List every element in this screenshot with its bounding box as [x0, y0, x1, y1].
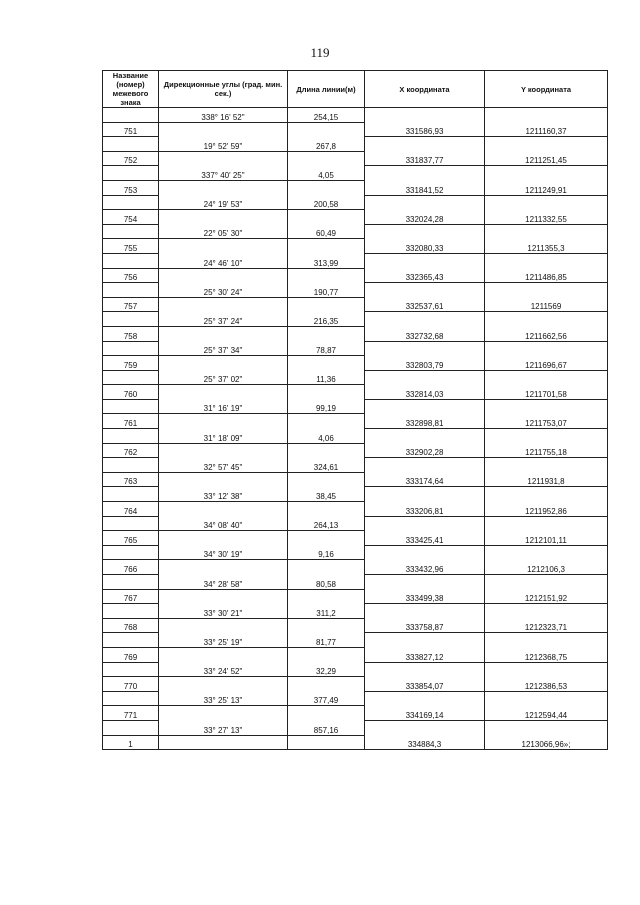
x-coordinate: 331841,52: [365, 180, 485, 195]
segment-row: [103, 341, 608, 356]
length-cell: 377,49: [288, 691, 365, 706]
angle-cell: 33° 25' 19": [159, 633, 288, 648]
y-cell: [485, 137, 608, 152]
angle-cell: [159, 210, 288, 225]
y-cell: [485, 370, 608, 385]
length-cell: [288, 589, 365, 604]
x-cell: [365, 253, 485, 268]
segment-row: [103, 283, 608, 298]
y-cell: [485, 662, 608, 677]
length-cell: 38,45: [288, 487, 365, 502]
length-cell: 78,87: [288, 341, 365, 356]
length-cell: [288, 443, 365, 458]
table-body: [103, 108, 608, 750]
angle-cell: 33° 24' 52": [159, 662, 288, 677]
segment-row: [103, 399, 608, 414]
x-cell: [365, 399, 485, 414]
segment-row: [103, 166, 608, 181]
name-cell: [103, 604, 159, 619]
length-cell: [288, 122, 365, 137]
y-coordinate: 1211569: [485, 297, 608, 312]
y-cell: [485, 487, 608, 502]
name-cell: [103, 137, 159, 152]
length-cell: [288, 268, 365, 283]
name-cell: [103, 633, 159, 648]
x-coordinate: 332803,79: [365, 356, 485, 371]
angle-cell: [159, 472, 288, 487]
length-cell: 190,77: [288, 283, 365, 298]
segment-row: [103, 633, 608, 648]
length-cell: [288, 414, 365, 429]
length-cell: [288, 239, 365, 254]
y-coordinate: 1212594,44: [485, 706, 608, 721]
angle-cell: 22° 05' 30": [159, 224, 288, 239]
y-cell: [485, 253, 608, 268]
name-cell: [103, 283, 159, 298]
y-coordinate: 1211931,8: [485, 472, 608, 487]
y-coordinate: 1212368,75: [485, 647, 608, 662]
segment-row: [103, 604, 608, 619]
angle-cell: 338° 16' 52": [159, 108, 288, 123]
x-coordinate: 333499,38: [365, 589, 485, 604]
length-cell: 9,16: [288, 545, 365, 560]
y-cell: [485, 312, 608, 327]
point-name: 754: [103, 210, 159, 225]
point-name: 765: [103, 531, 159, 546]
name-cell: [103, 429, 159, 444]
point-row: [103, 647, 608, 662]
x-cell: [365, 312, 485, 327]
header-angle: Дирекционные углы (град. мин. сек.): [159, 71, 288, 108]
y-cell: [485, 108, 608, 123]
point-row: [103, 472, 608, 487]
angle-cell: [159, 443, 288, 458]
length-cell: [288, 180, 365, 195]
y-coordinate: 1211332,55: [485, 210, 608, 225]
x-cell: [365, 487, 485, 502]
header-length: Длина линии(м): [288, 71, 365, 108]
point-row: [103, 414, 608, 429]
angle-cell: 33° 12' 38": [159, 487, 288, 502]
point-name: 766: [103, 560, 159, 575]
point-name: 1: [103, 735, 159, 750]
length-cell: 32,29: [288, 662, 365, 677]
x-coordinate: 333425,41: [365, 531, 485, 546]
length-cell: [288, 706, 365, 721]
segment-row: [103, 691, 608, 706]
name-cell: [103, 166, 159, 181]
point-row: [103, 531, 608, 546]
x-coordinate: 333432,96: [365, 560, 485, 575]
header-y: Y координата: [485, 71, 608, 108]
angle-cell: 24° 46' 10": [159, 253, 288, 268]
point-row: [103, 589, 608, 604]
point-row: [103, 385, 608, 400]
point-name: 762: [103, 443, 159, 458]
y-cell: [485, 399, 608, 414]
y-cell: [485, 720, 608, 735]
y-coordinate: 1212151,92: [485, 589, 608, 604]
x-coordinate: 331837,77: [365, 151, 485, 166]
angle-cell: [159, 647, 288, 662]
angle-cell: [159, 297, 288, 312]
length-cell: 80,58: [288, 575, 365, 590]
segment-row: [103, 662, 608, 677]
length-cell: 857,16: [288, 720, 365, 735]
length-cell: 60,49: [288, 224, 365, 239]
length-cell: [288, 735, 365, 750]
y-coordinate: 1211249,91: [485, 180, 608, 195]
angle-cell: [159, 414, 288, 429]
point-name: 763: [103, 472, 159, 487]
length-cell: [288, 618, 365, 633]
angle-cell: 24° 19' 53": [159, 195, 288, 210]
x-coordinate: 332537,61: [365, 297, 485, 312]
angle-cell: [159, 385, 288, 400]
point-name: 768: [103, 618, 159, 633]
length-cell: 324,61: [288, 458, 365, 473]
y-coordinate: 1211952,86: [485, 502, 608, 517]
segment-row: [103, 108, 608, 123]
angle-cell: [159, 180, 288, 195]
name-cell: [103, 341, 159, 356]
point-row: [103, 677, 608, 692]
x-cell: [365, 545, 485, 560]
length-cell: 200,58: [288, 195, 365, 210]
y-cell: [485, 166, 608, 181]
angle-cell: [159, 560, 288, 575]
x-coordinate: 332902,28: [365, 443, 485, 458]
length-cell: 4,06: [288, 429, 365, 444]
segment-row: [103, 312, 608, 327]
length-cell: [288, 210, 365, 225]
point-name: 761: [103, 414, 159, 429]
point-name: 767: [103, 589, 159, 604]
coordinates-table: [102, 70, 608, 750]
x-cell: [365, 166, 485, 181]
y-coordinate: 1211755,18: [485, 443, 608, 458]
length-cell: 99,19: [288, 399, 365, 414]
y-cell: [485, 545, 608, 560]
angle-cell: 25° 37' 24": [159, 312, 288, 327]
angle-cell: [159, 239, 288, 254]
page-number: 119: [310, 45, 330, 60]
x-coordinate: 332732,68: [365, 326, 485, 341]
point-name: 751: [103, 122, 159, 137]
angle-cell: 31° 18' 09": [159, 429, 288, 444]
x-coordinate: 334884,3: [365, 735, 485, 750]
angle-cell: [159, 502, 288, 517]
point-name: 769: [103, 647, 159, 662]
segment-row: [103, 137, 608, 152]
length-cell: [288, 151, 365, 166]
x-coordinate: 332080,33: [365, 239, 485, 254]
y-coordinate: 1213066,96»;: [485, 735, 608, 750]
x-cell: [365, 224, 485, 239]
x-cell: [365, 429, 485, 444]
point-row: [103, 239, 608, 254]
x-cell: [365, 458, 485, 473]
angle-cell: [159, 268, 288, 283]
x-coordinate: 332365,43: [365, 268, 485, 283]
segment-row: [103, 429, 608, 444]
length-cell: [288, 356, 365, 371]
name-cell: [103, 487, 159, 502]
point-name: 764: [103, 502, 159, 517]
angle-cell: [159, 618, 288, 633]
point-name: 771: [103, 706, 159, 721]
angle-cell: 33° 30' 21": [159, 604, 288, 619]
name-cell: [103, 224, 159, 239]
y-coordinate: 1211251,45: [485, 151, 608, 166]
segment-row: [103, 458, 608, 473]
point-name: 760: [103, 385, 159, 400]
point-name: 757: [103, 297, 159, 312]
y-cell: [485, 691, 608, 706]
y-cell: [485, 633, 608, 648]
x-coordinate: 334169,14: [365, 706, 485, 721]
name-cell: [103, 720, 159, 735]
length-cell: 264,13: [288, 516, 365, 531]
segment-row: [103, 516, 608, 531]
x-cell: [365, 633, 485, 648]
name-cell: [103, 516, 159, 531]
point-name: 759: [103, 356, 159, 371]
angle-cell: 33° 25' 13": [159, 691, 288, 706]
table-header-row: [103, 71, 608, 108]
y-coordinate: 1212106,3: [485, 560, 608, 575]
y-coordinate: 1212323,71: [485, 618, 608, 633]
length-cell: 11,36: [288, 370, 365, 385]
x-cell: [365, 108, 485, 123]
name-cell: [103, 253, 159, 268]
y-coordinate: 1211486,85: [485, 268, 608, 283]
y-coordinate: 1211160,37: [485, 122, 608, 137]
point-row: [103, 443, 608, 458]
length-cell: 313,99: [288, 253, 365, 268]
segment-row: [103, 545, 608, 560]
point-name: 752: [103, 151, 159, 166]
name-cell: [103, 370, 159, 385]
point-row: [103, 560, 608, 575]
x-coordinate: 331586,93: [365, 122, 485, 137]
segment-row: [103, 370, 608, 385]
name-cell: [103, 662, 159, 677]
point-row: [103, 151, 608, 166]
y-cell: [485, 516, 608, 531]
point-row: [103, 618, 608, 633]
header-x: X координата: [365, 71, 485, 108]
name-cell: [103, 108, 159, 123]
x-coordinate: 333174,64: [365, 472, 485, 487]
angle-cell: [159, 677, 288, 692]
length-cell: [288, 677, 365, 692]
x-cell: [365, 341, 485, 356]
angle-cell: [159, 706, 288, 721]
header-name: Название (номер) межевого знака: [103, 71, 159, 108]
point-name: 758: [103, 326, 159, 341]
y-coordinate: 1211355,3: [485, 239, 608, 254]
angle-cell: [159, 589, 288, 604]
y-cell: [485, 224, 608, 239]
name-cell: [103, 399, 159, 414]
y-coordinate: 1211696,67: [485, 356, 608, 371]
length-cell: 254,15: [288, 108, 365, 123]
y-coordinate: 1211701,58: [485, 385, 608, 400]
length-cell: [288, 560, 365, 575]
angle-cell: 32° 57' 45": [159, 458, 288, 473]
point-row: [103, 122, 608, 137]
y-cell: [485, 283, 608, 298]
name-cell: [103, 545, 159, 560]
y-cell: [485, 575, 608, 590]
angle-cell: [159, 122, 288, 137]
point-row: [103, 735, 608, 750]
segment-row: [103, 253, 608, 268]
length-cell: [288, 385, 365, 400]
length-cell: [288, 326, 365, 341]
segment-row: [103, 195, 608, 210]
x-coordinate: 333758,87: [365, 618, 485, 633]
x-cell: [365, 662, 485, 677]
x-coordinate: 332898,81: [365, 414, 485, 429]
angle-cell: [159, 151, 288, 166]
length-cell: [288, 647, 365, 662]
name-cell: [103, 458, 159, 473]
point-row: [103, 356, 608, 371]
length-cell: [288, 531, 365, 546]
x-cell: [365, 283, 485, 298]
x-cell: [365, 720, 485, 735]
length-cell: [288, 472, 365, 487]
point-name: 770: [103, 677, 159, 692]
y-cell: [485, 429, 608, 444]
angle-cell: 25° 37' 34": [159, 341, 288, 356]
angle-cell: [159, 356, 288, 371]
x-coordinate: 332024,28: [365, 210, 485, 225]
length-cell: 216,35: [288, 312, 365, 327]
y-coordinate: 1211662,56: [485, 326, 608, 341]
point-row: [103, 502, 608, 517]
angle-cell: [159, 326, 288, 341]
name-cell: [103, 195, 159, 210]
point-row: [103, 180, 608, 195]
name-cell: [103, 575, 159, 590]
x-coordinate: 332814,03: [365, 385, 485, 400]
x-coordinate: 333206,81: [365, 502, 485, 517]
x-cell: [365, 691, 485, 706]
angle-cell: [159, 735, 288, 750]
angle-cell: 33° 27' 13": [159, 720, 288, 735]
point-row: [103, 268, 608, 283]
angle-cell: 34° 28' 58": [159, 575, 288, 590]
point-name: 753: [103, 180, 159, 195]
angle-cell: 19° 52' 59": [159, 137, 288, 152]
length-cell: [288, 297, 365, 312]
name-cell: [103, 312, 159, 327]
y-cell: [485, 458, 608, 473]
point-row: [103, 706, 608, 721]
length-cell: [288, 502, 365, 517]
angle-cell: [159, 531, 288, 546]
angle-cell: 25° 37' 02": [159, 370, 288, 385]
point-row: [103, 297, 608, 312]
angle-cell: 34° 30' 19": [159, 545, 288, 560]
segment-row: [103, 575, 608, 590]
x-cell: [365, 370, 485, 385]
length-cell: 267,8: [288, 137, 365, 152]
y-coordinate: 1211753,07: [485, 414, 608, 429]
point-row: [103, 210, 608, 225]
x-cell: [365, 575, 485, 590]
x-cell: [365, 516, 485, 531]
length-cell: 81,77: [288, 633, 365, 648]
y-cell: [485, 195, 608, 210]
x-cell: [365, 195, 485, 210]
y-cell: [485, 604, 608, 619]
angle-cell: 34° 08' 40": [159, 516, 288, 531]
angle-cell: 337° 40' 25": [159, 166, 288, 181]
x-cell: [365, 137, 485, 152]
name-cell: [103, 691, 159, 706]
angle-cell: 31° 16' 19": [159, 399, 288, 414]
point-name: 756: [103, 268, 159, 283]
segment-row: [103, 720, 608, 735]
x-cell: [365, 604, 485, 619]
point-row: [103, 326, 608, 341]
x-coordinate: 333827,12: [365, 647, 485, 662]
segment-row: [103, 224, 608, 239]
length-cell: 4,05: [288, 166, 365, 181]
y-coordinate: 1212101,11: [485, 531, 608, 546]
segment-row: [103, 487, 608, 502]
y-coordinate: 1212386,53: [485, 677, 608, 692]
y-cell: [485, 341, 608, 356]
point-name: 755: [103, 239, 159, 254]
x-coordinate: 333854,07: [365, 677, 485, 692]
angle-cell: 25° 30' 24": [159, 283, 288, 298]
length-cell: 311,2: [288, 604, 365, 619]
